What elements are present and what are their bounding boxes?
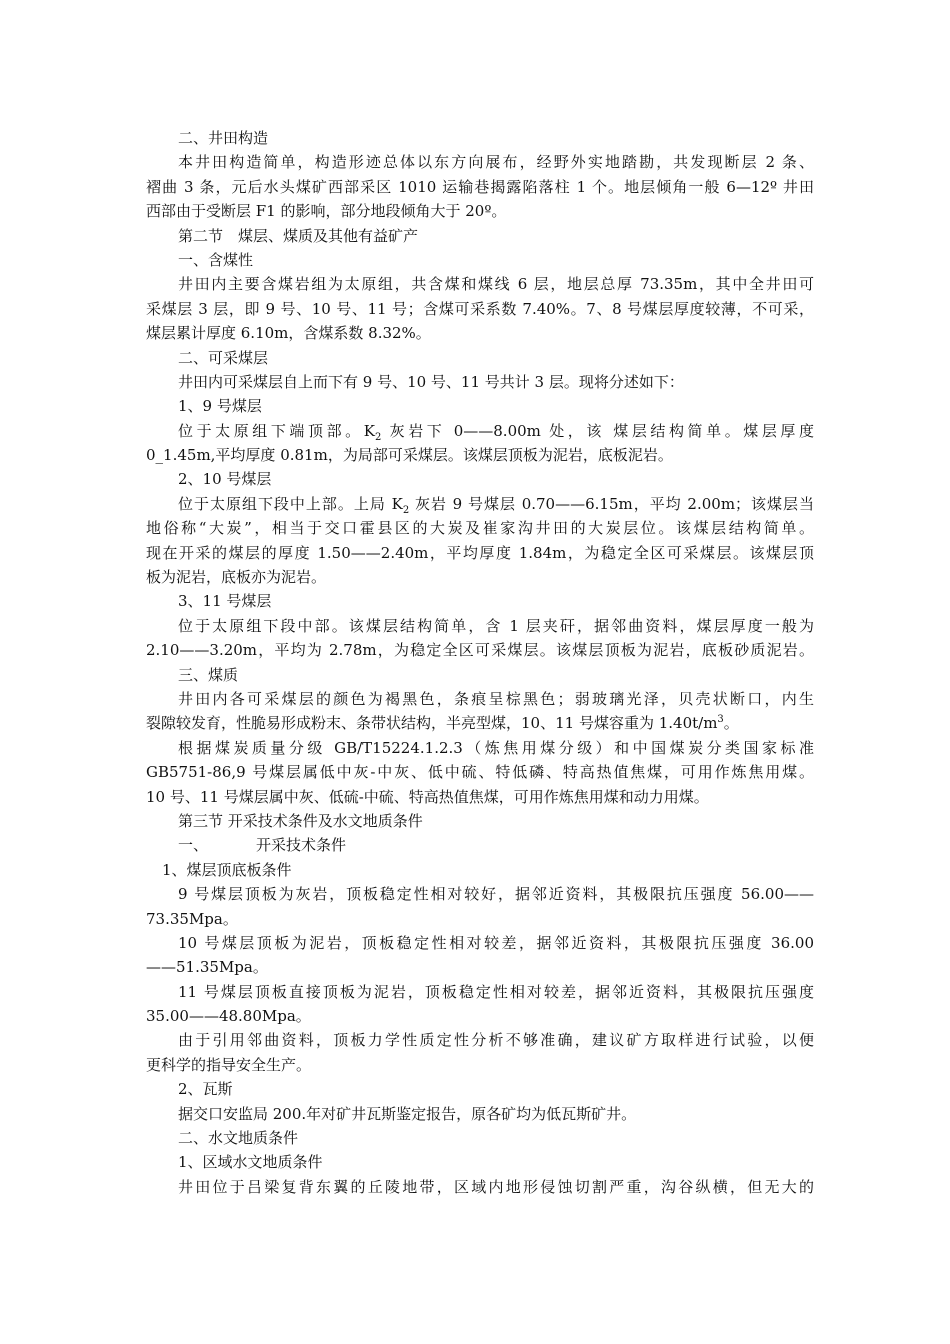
text-line: 采煤层 3 层，即 9 号、10 号、11 号；含煤可采系数 7.40%。7、8 号煤层厚度较薄，不可采， (146, 299, 814, 318)
text-line: 一、含煤性 (178, 250, 254, 269)
text-line: 2、10 号煤层 (178, 470, 272, 489)
text-line: 11 号煤层顶板直接顶板为泥岩，顶板稳定性相对较差，据邻近资料，其极限抗压强度 (178, 982, 814, 1001)
text-line (146, 419, 814, 443)
text-line: 二、水文地质条件 (178, 1129, 299, 1148)
text-line: 本井田构造简单，构造形迹总体以东方向展布，经野外实地踏勘，共发现断层 2 条、 (178, 153, 814, 172)
text-line: 据交口安监局 200.年对矿井瓦斯鉴定报告，原各矿均为低瓦斯矿井。 (178, 1104, 637, 1123)
text-run: 灰岩 9 号煤层 0.70——6.15m，平均 2.00m；该煤层当 (409, 494, 814, 513)
text-line: 二、井田构造 (178, 129, 269, 147)
text-line: 73.35Mpa。 (146, 909, 238, 928)
text-run: 位于太原组下段中上部。上局 K (178, 494, 403, 513)
text-line: 地俗称“大炭”，相当于交口霍县区的大炭及崔家沟井田的大炭层位。该煤层结构简单。 (146, 519, 814, 538)
text-line: 二、可采煤层 (178, 348, 269, 367)
text-line: 井田内可采煤层自上而下有 9 号、10 号、11 号共计 3 层。现将分述如下： (178, 372, 684, 391)
text-run: 灰岩下 0——8.00m 处，该 煤层结构简单。煤层厚度 (381, 421, 814, 440)
text-line: 由于引用邻曲资料，顶板力学性质定性分析不够准确，建议矿方取样进行试验，以便 (178, 1031, 814, 1050)
text-line: 井田内各可采煤层的颜色为褐黑色，条痕呈棕黑色；弱玻璃光泽，贝壳状断口，内生 (178, 689, 814, 708)
text-line: 10 号煤层顶板为泥岩，顶板稳定性相对较差，据邻近资料，其极限抗压强度 36.00 (178, 933, 814, 952)
text-run: 开采技术条件 (256, 836, 347, 855)
text-line (146, 833, 814, 857)
text-line: GB5751-86,9 号煤层属低中灰-中灰、低中硫、特低磷、特高热值焦煤，可用作炼焦用煤。 (146, 763, 814, 782)
text-line: 2.10——3.20m，平均为 2.78m，为稳定全区可采煤层。该煤层顶板为泥岩，底板砂质泥岩。 (146, 641, 814, 660)
text-line: ——51.35Mpa。 (146, 958, 268, 977)
text-line: 1、煤层顶底板条件 (162, 860, 292, 879)
text-line (146, 492, 814, 516)
text-line (146, 711, 814, 735)
text-line: 2、瓦斯 (178, 1080, 233, 1099)
text-line: 井田位于吕梁复背东翼的丘陵地带，区域内地形侵蚀切割严重，沟谷纵横，但无大的 (178, 1177, 814, 1196)
text-line: 现在开采的煤层的厚度 1.50——2.40m，平均厚度 1.84m，为稳定全区可采煤层。该煤层顶 (146, 543, 814, 562)
text-line: 西部由于受断层 F1 的影响，部分地段倾角大于 20º。 (146, 202, 507, 221)
text-run: 裂隙较发育，性脆易形成粉末、条带状结构，半亮型煤，10、11 号煤容重为 1.40t/m (146, 714, 718, 733)
text-line: 1、9 号煤层 (178, 397, 262, 416)
text-line: 三、煤质 (178, 665, 239, 684)
text-line: 1、区域水文地质条件 (178, 1153, 323, 1172)
text-line: 位于太原组下段中部。该煤层结构简单，含 1 层夹矸，据邻曲资料，煤层厚度一般为 (178, 616, 814, 635)
text-line: 煤层累计厚度 6.10m，含煤系数 8.32%。 (146, 324, 431, 343)
text-run: 3 (717, 714, 724, 726)
text-line: 褶曲 3 条，元后水头煤矿西部采区 1010 运输巷揭露陷落柱 1 个。地层倾角一般 6—12º 井田 (146, 177, 814, 196)
text-line: 板为泥岩，底板亦为泥岩。 (146, 568, 327, 587)
text-run: 2 (402, 504, 410, 516)
document-body (146, 126, 814, 1199)
text-run: 2 (374, 431, 382, 443)
text-line: 井田内主要含煤岩组为太原组，共含煤和煤线 6 层，地层总厚 73.35m，其中全井田可 (178, 275, 814, 294)
text-line: 35.00——48.80Mpa。 (146, 1007, 311, 1026)
text-line: 更科学的指导安全生产。 (146, 1055, 312, 1074)
text-line: 根据煤炭质量分级 GB/T15224.1.2.3（炼焦用煤分级）和中国煤炭分类国家标准 (178, 738, 814, 757)
text-run: 。 (723, 714, 739, 733)
text-run: 一、 (178, 836, 209, 855)
text-run: 位于太原组下端顶部。K (178, 421, 375, 440)
text-line: 第二节 煤层、煤质及其他有益矿产 (178, 226, 419, 245)
text-line: 10 号、11 号煤层属中灰、低硫-中硫、特高热值焦煤，可用作炼焦用煤和动力用煤。 (146, 787, 709, 806)
text-line: 第三节 开采技术条件及水文地质条件 (178, 811, 423, 830)
text-line: 9 号煤层顶板为灰岩，顶板稳定性相对较好，据邻近资料，其极限抗压强度 56.00—— (178, 885, 814, 904)
text-line: 0_1.45m,平均厚度 0.81m，为局部可采煤层。该煤层顶板为泥岩，底板泥岩。 (146, 446, 673, 465)
text-line: 3、11 号煤层 (178, 592, 272, 611)
